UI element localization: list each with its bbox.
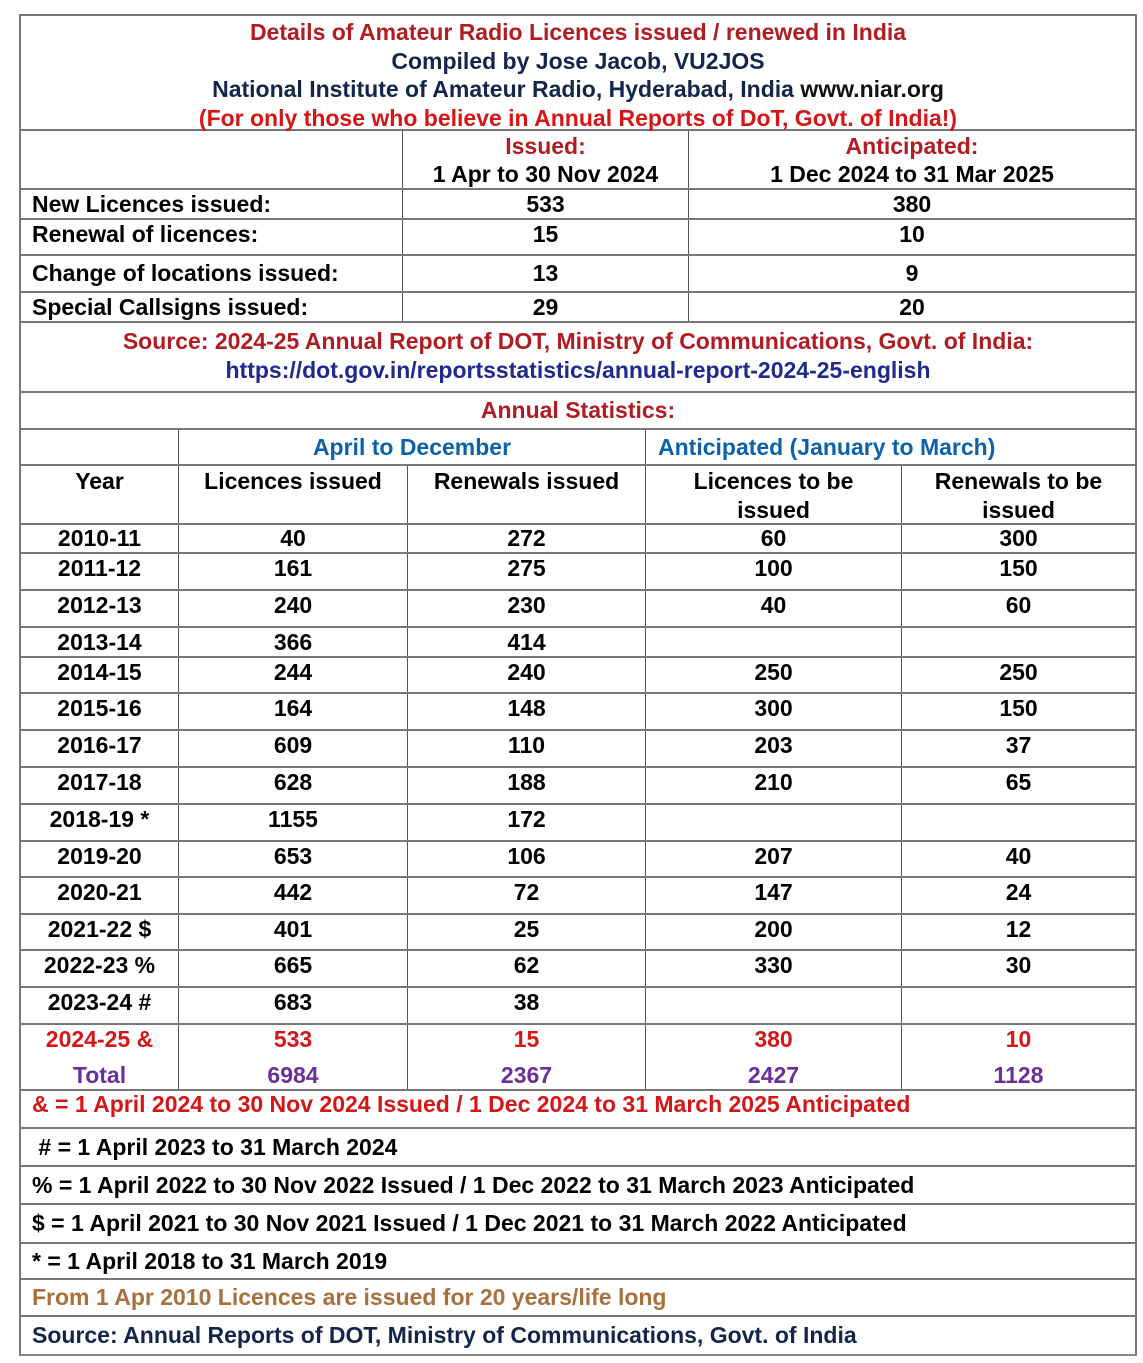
- renewals-issued-cell: 275: [407, 554, 645, 589]
- summary-issued-value: 15: [402, 220, 688, 254]
- licences-issued-cell: 401: [178, 915, 407, 949]
- summary-header-blank: [21, 131, 402, 188]
- year-cell: 2015-16: [57, 695, 142, 721]
- year-cell: 2011-12: [57, 555, 142, 581]
- licences-to-be-issued-cell: 200: [645, 915, 901, 949]
- year-cell: 2018-19 *: [49, 806, 150, 832]
- year-cell: 2017-18: [57, 769, 142, 795]
- table-row: [21, 525, 1135, 554]
- renewals-to-be-issued-cell: 150: [901, 694, 1135, 729]
- table-row: [21, 842, 1135, 878]
- year-cell: 2014-15: [57, 659, 142, 685]
- summary-anticipated-header: [688, 131, 1135, 188]
- summary-anticipated-value: 380: [688, 190, 1135, 218]
- source-url-link[interactable]: https://dot.gov.in/reportsstatistics/annual-report-2024-25-english: [225, 357, 931, 383]
- renewals-to-be-issued-cell: 37: [901, 731, 1135, 766]
- table-row: [21, 628, 1135, 658]
- licence-report-sheet: [19, 14, 1137, 1356]
- licences-to-be-issued-cell: 147: [645, 878, 901, 913]
- licences-to-be-issued-cell: 60: [645, 525, 901, 552]
- renewals-issued-cell: 188: [407, 768, 645, 803]
- renewals-issued-cell: 230: [407, 591, 645, 626]
- renewals-issued-cell: 25: [407, 915, 645, 949]
- licences-to-be-issued-cell: 203: [645, 731, 901, 766]
- licences-issued-cell: 366: [178, 628, 407, 656]
- total-row: [21, 1061, 1135, 1091]
- licences-to-be-issued-cell: 380: [645, 1025, 901, 1061]
- group-header-blank: [21, 430, 178, 464]
- year-cell: 2012-13: [57, 592, 142, 618]
- summary-row: [21, 293, 1135, 323]
- renewals-to-be-issued-cell: [901, 805, 1135, 840]
- licences-issued-cell: 628: [178, 768, 407, 803]
- licences-issued-cell: 442: [178, 878, 407, 913]
- report-header: [21, 16, 1135, 131]
- licences-issued-cell: 161: [178, 554, 407, 589]
- total-licences-to-be-issued: 2427: [645, 1061, 901, 1089]
- renewals-to-be-issued-cell: 12: [901, 915, 1135, 949]
- renewals-issued-cell: 110: [407, 731, 645, 766]
- institute-line: [21, 75, 1135, 104]
- summary-header-row: [21, 131, 1135, 190]
- licences-issued-cell: 533: [178, 1025, 407, 1061]
- compiled-by: Compiled by Jose Jacob, VU2JOS: [391, 47, 765, 74]
- renewals-issued-cell: 414: [407, 628, 645, 656]
- renewals-to-be-issued-cell: 65: [901, 768, 1135, 803]
- table-row: [21, 1025, 1135, 1061]
- licences-issued-cell: 1155: [178, 805, 407, 840]
- website-link[interactable]: www.niar.org: [793, 76, 944, 102]
- licences-issued-cell: 164: [178, 694, 407, 729]
- table-row: [21, 878, 1135, 915]
- year-cell: 2010-11: [57, 525, 142, 551]
- renewals-issued-cell: 272: [407, 525, 645, 552]
- summary-anticipated-value: 10: [688, 220, 1135, 254]
- summary-issued-value: 29: [402, 293, 688, 321]
- total-licences-issued: 6984: [178, 1061, 407, 1089]
- year-cell: 2020-21: [57, 879, 142, 905]
- renewals-issued-cell: 72: [407, 878, 645, 913]
- licences-to-be-issued-cell: 100: [645, 554, 901, 589]
- group-anticipated: Anticipated (January to March): [645, 430, 1135, 464]
- annual-data-rows: [21, 525, 1135, 1061]
- column-header-licences-issued: Licences issued: [178, 466, 407, 523]
- column-header-licences-to-be-issued: Licences to be issued: [645, 466, 901, 523]
- annual-statistics-title: Annual Statistics:: [480, 397, 676, 423]
- table-row: [21, 768, 1135, 805]
- summary-label: Renewal of licences:: [32, 221, 259, 247]
- table-row: [21, 915, 1135, 951]
- year-cell: 2023-24 #: [47, 989, 152, 1015]
- renewals-issued-cell: 106: [407, 842, 645, 876]
- renewals-issued-cell: 38: [407, 988, 645, 1023]
- renewals-to-be-issued-cell: 30: [901, 951, 1135, 986]
- renewals-to-be-issued-cell: 40: [901, 842, 1135, 876]
- source-block: [21, 323, 1135, 393]
- renewals-to-be-issued-cell: 60: [901, 591, 1135, 626]
- renewals-issued-cell: 240: [407, 658, 645, 692]
- issued-label: Issued:: [505, 132, 586, 159]
- table-row: [21, 731, 1135, 768]
- renewals-issued-cell: 148: [407, 694, 645, 729]
- year-cell: 2021-22 $: [47, 916, 152, 942]
- summary-label: Change of locations issued:: [32, 260, 339, 286]
- anticipated-period: 1 Dec 2024 to 31 Mar 2025: [770, 160, 1054, 187]
- summary-row: [21, 256, 1135, 293]
- licences-to-be-issued-cell: 40: [645, 591, 901, 626]
- licences-to-be-issued-cell: 250: [645, 658, 901, 692]
- licences-issued-cell: 665: [178, 951, 407, 986]
- column-header-year: Year: [75, 468, 124, 494]
- total-label: Total: [72, 1061, 127, 1088]
- table-row: [21, 951, 1135, 988]
- licences-issued-cell: 653: [178, 842, 407, 876]
- summary-label: Special Callsigns issued:: [32, 293, 309, 320]
- note-dollar: $ = 1 April 2021 to 30 Nov 2021 Issued / 1 Dec 2021 to 31 March 2022 Anticipated: [21, 1205, 1135, 1244]
- summary-anticipated-value: 9: [688, 256, 1135, 291]
- licence-validity-note: From 1 Apr 2010 Licences are issued for 20 years/life long: [21, 1280, 1135, 1317]
- licences-to-be-issued-cell: 330: [645, 951, 901, 986]
- note-ampersand: & = 1 April 2024 to 30 Nov 2024 Issued / 1 Dec 2024 to 31 March 2025 Anticipated: [21, 1091, 1135, 1129]
- licences-issued-cell: 240: [178, 591, 407, 626]
- summary-issued-value: 13: [402, 256, 688, 291]
- annual-statistics-row: [21, 393, 1135, 430]
- note-asterisk: * = 1 April 2018 to 31 March 2019: [21, 1244, 1135, 1280]
- source-text: Source: 2024-25 Annual Report of DOT, Ministry of Communications, Govt. of India:: [122, 328, 1034, 354]
- licences-issued-cell: 609: [178, 731, 407, 766]
- summary-row: [21, 190, 1135, 220]
- institute-name: National Institute of Amateur Radio, Hyderabad, India: [212, 76, 794, 102]
- licences-to-be-issued-cell: 300: [645, 694, 901, 729]
- table-row: [21, 805, 1135, 842]
- year-cell: 2019-20: [57, 843, 142, 869]
- summary-anticipated-value: 20: [688, 293, 1135, 321]
- renewals-to-be-issued-cell: 24: [901, 878, 1135, 913]
- table-row: [21, 694, 1135, 731]
- licences-to-be-issued-cell: [645, 628, 901, 656]
- column-header-renewals-issued: Renewals issued: [407, 466, 645, 523]
- group-april-december: April to December: [178, 430, 645, 464]
- licences-issued-cell: 40: [178, 525, 407, 552]
- licences-to-be-issued-cell: 207: [645, 842, 901, 876]
- table-row: [21, 988, 1135, 1025]
- table-row: [21, 658, 1135, 694]
- column-header-renewals-to-be-issued: Renewals to be issued: [901, 466, 1135, 523]
- footer-source: Source: Annual Reports of DOT, Ministry of Communications, Govt. of India: [32, 1322, 857, 1348]
- licences-to-be-issued-cell: [645, 988, 901, 1023]
- summary-issued-header: [402, 131, 688, 188]
- licences-issued-cell: 244: [178, 658, 407, 692]
- year-cell: 2022-23 %: [43, 952, 156, 978]
- table-row: [21, 554, 1135, 591]
- anticipated-label: Anticipated:: [845, 132, 979, 159]
- licences-to-be-issued-cell: 210: [645, 768, 901, 803]
- renewals-to-be-issued-cell: 150: [901, 554, 1135, 589]
- year-cell: 2013-14: [57, 628, 142, 655]
- renewals-to-be-issued-cell: 300: [901, 525, 1135, 552]
- renewals-to-be-issued-cell: 10: [901, 1025, 1135, 1061]
- note-percent: % = 1 April 2022 to 30 Nov 2022 Issued / 1 Dec 2022 to 31 March 2023 Anticipated: [21, 1167, 1135, 1205]
- report-title: Details of Amateur Radio Licences issued / renewed in India: [249, 19, 907, 45]
- renewals-issued-cell: 15: [407, 1025, 645, 1061]
- table-row: [21, 591, 1135, 628]
- renewals-to-be-issued-cell: [901, 628, 1135, 656]
- renewals-to-be-issued-cell: [901, 988, 1135, 1023]
- annual-column-header: [21, 466, 1135, 525]
- summary-issued-value: 533: [402, 190, 688, 218]
- total-renewals-to-be-issued: 1128: [901, 1061, 1135, 1089]
- licences-issued-cell: 683: [178, 988, 407, 1023]
- renewals-to-be-issued-cell: 250: [901, 658, 1135, 692]
- renewals-issued-cell: 172: [407, 805, 645, 840]
- note-hash: # = 1 April 2023 to 31 March 2024: [21, 1129, 1135, 1167]
- annual-group-header: [21, 430, 1135, 466]
- year-cell: 2024-25 &: [45, 1026, 154, 1052]
- year-cell: 2016-17: [57, 732, 142, 758]
- issued-period: 1 Apr to 30 Nov 2024: [432, 160, 659, 187]
- renewals-issued-cell: 62: [407, 951, 645, 986]
- licences-to-be-issued-cell: [645, 805, 901, 840]
- summary-row: [21, 220, 1135, 256]
- summary-label: New Licences issued:: [32, 190, 272, 217]
- total-renewals-issued: 2367: [407, 1061, 645, 1089]
- disclaimer: (For only those who believe in Annual Reports of DoT, Govt. of India!): [198, 104, 958, 131]
